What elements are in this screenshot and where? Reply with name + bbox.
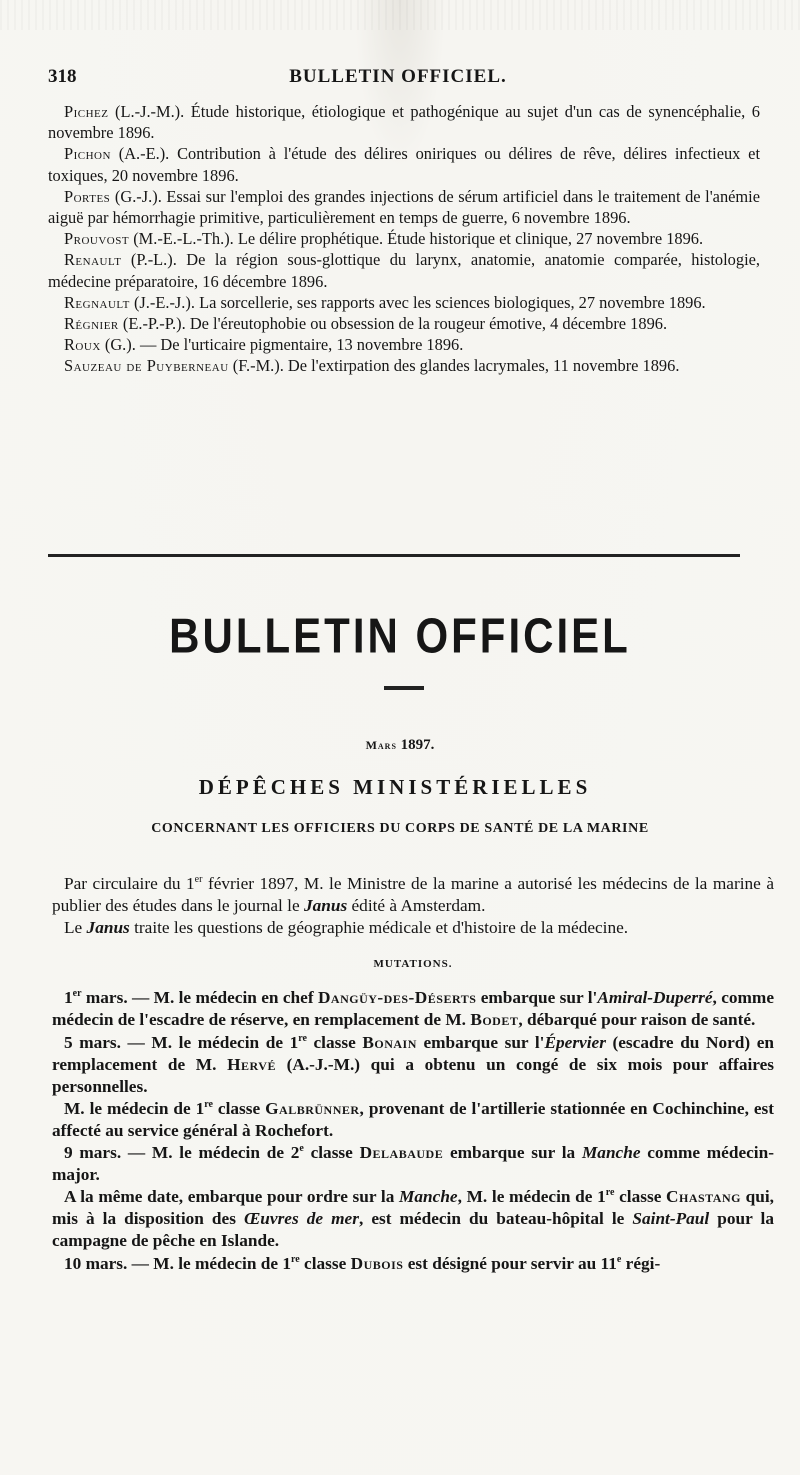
mutation-entry: 9 mars. — M. le médecin de 2e classe Delabaude embarque sur la Manche comme médecin-major. xyxy=(52,1143,774,1185)
running-head xyxy=(48,64,748,92)
thesis-title: De l'extirpation des glandes lacrymales, 11 novembre 1896. xyxy=(287,356,680,376)
author-initials: (J.-E.-J.). xyxy=(133,292,195,312)
thesis-entry xyxy=(48,292,760,313)
author-name: Pichon xyxy=(64,144,111,164)
page-number: 318 xyxy=(48,66,77,87)
thesis-entry xyxy=(48,186,760,228)
thesis-entry xyxy=(48,355,760,376)
thesis-entry xyxy=(48,101,760,143)
author-name: Prouvost xyxy=(64,229,130,249)
ship-name: Saint-Paul xyxy=(632,1209,710,1229)
janus-paragraph: Le Janus traite les questions de géographie médicale et d'histoire de la médecine. xyxy=(64,918,629,938)
mutation-entry: 5 mars. — M. le médecin de 1re classe Bonain embarque sur l'Épervier (escadre du Nord) en remplacement de M. Hervé (A.-J.-M.) qui a obtenu un congé de six mois pour affaires personnelles. xyxy=(52,1032,775,1096)
running-title: BULLETIN OFFICIEL. xyxy=(289,66,507,87)
officer-name: Bodet xyxy=(470,1010,519,1030)
author-name: Roux xyxy=(64,335,101,355)
author-name: Portes xyxy=(64,186,111,206)
mutation-entry: 10 mars. — M. le médecin de 1re classe Dubois est désigné pour servir au 11e régi- xyxy=(64,1253,661,1273)
author-initials: (G.-J.). xyxy=(114,186,162,206)
ship-name: Amiral-Duperré xyxy=(597,988,713,1008)
title-underline xyxy=(384,686,424,690)
date-month: Mars xyxy=(365,738,397,752)
thesis-title: Contribution à l'étude des délires oniriques ou délires de rêve, délires infectieux et toxiques, 20 novembre 1896. xyxy=(48,144,760,185)
thesis-list xyxy=(48,101,760,377)
mutation-entry: M. le médecin de 1re classe Galbrünner, provenant de l'artillerie stationnée en Cochinchine, est affecté au service général à Rochefort. xyxy=(52,1098,775,1140)
author-name: Renault xyxy=(64,250,122,270)
mutation-entry: 1er mars. — M. le médecin en chef Dangüy-des-Déserts embarque sur l'Amiral-Duperré, comme médecin de l'escadre de réserve, en remplacement de M. Bodet, débarqué pour raison de santé. xyxy=(52,988,774,1030)
author-initials: (M.-E.-L.-Th.). xyxy=(133,229,234,249)
mutation-entry: A la même date, embarque pour ordre sur la Manche, M. le médecin de 1re classe Chastang qui, mis à la disposition des Œuvres de mer, est médecin du bateau-hôpital le Saint-Paul pour la campagne de pêche en Islande. xyxy=(52,1187,774,1251)
section-divider xyxy=(48,554,740,557)
officer-name: Galbrünner xyxy=(265,1098,360,1118)
journal-name: Janus xyxy=(303,896,348,916)
section-title: DÉPÊCHES MINISTÉRIELLES xyxy=(198,775,592,799)
dispatch-body xyxy=(52,873,774,1275)
bulletin-title: BULLETIN OFFICIEL xyxy=(169,607,631,664)
author-initials: (E.-P.-P.). xyxy=(122,314,186,334)
section-subtitle: CONCERNANT LES OFFICIERS DU CORPS DE SANTÉ DE LA MARINE xyxy=(151,821,649,836)
circulaire-paragraph: Par circulaire du 1er février 1897, M. le Ministre de la marine a autorisé les médecins de la marine à publier des études dans le journal le Janus édité à Amsterdam. xyxy=(52,874,774,916)
ship-name: Manche xyxy=(399,1187,458,1207)
author-name: Sauzeau de Puyberneau xyxy=(64,356,229,376)
officer-name: Chastang xyxy=(666,1187,741,1207)
author-name: Regnault xyxy=(64,292,130,312)
thesis-title: — De l'urticaire pigmentaire, 13 novembre 1896. xyxy=(139,335,464,355)
thesis-title: De l'éreutophobie ou obsession de la rougeur émotive, 4 décembre 1896. xyxy=(189,314,668,334)
officer-name: Delabaude xyxy=(359,1143,444,1163)
officer-name: Dangüy-des-Déserts xyxy=(317,988,477,1008)
ship-name: Épervier xyxy=(544,1032,606,1052)
date-year: 1897. xyxy=(400,737,435,753)
journal-name: Janus xyxy=(86,918,130,938)
ship-name: Manche xyxy=(581,1143,641,1163)
organisation-name: Œuvres de mer xyxy=(243,1209,359,1229)
date-line xyxy=(0,737,800,754)
thesis-title: Étude historique, étiologique et pathogénique au sujet d'un cas de synencéphalie, 6 novembre 1896. xyxy=(48,102,760,143)
thesis-title: La sorcellerie, ses rapports avec les sciences biologiques, 27 novembre 1896. xyxy=(199,292,706,312)
thesis-title: De la région sous-glottique du larynx, anatomie, anatomie comparée, histologie, médecine préparatoire, 16 décembre 1896. xyxy=(48,250,760,291)
thesis-entry xyxy=(48,249,760,291)
thesis-title: Le délire prophétique. Étude historique et clinique, 27 novembre 1896. xyxy=(237,229,704,249)
thesis-entry xyxy=(48,313,760,334)
thesis-title: Essai sur l'emploi des grandes injections de sérum artificiel dans le traitement de l'anémie aiguë par hémorrhagie primitive, particulièrement en temps de guerre, 6 novembre 1896. xyxy=(48,186,760,228)
author-initials: (A.-E.). xyxy=(118,144,170,164)
mutations-heading: MUTATIONS. xyxy=(373,958,453,971)
officer-name: Dubois xyxy=(350,1253,404,1273)
author-name: Pichez xyxy=(64,102,109,121)
author-initials: (F.-M.). xyxy=(232,356,284,376)
officer-name: Bonain xyxy=(362,1032,417,1052)
author-name: Régnier xyxy=(64,314,119,334)
author-initials: (P.-L.). xyxy=(130,250,177,270)
thesis-entry xyxy=(48,228,760,249)
page-edge-noise xyxy=(0,0,800,30)
officer-name: Hervé xyxy=(227,1054,276,1074)
thesis-entry xyxy=(48,143,760,185)
author-initials: (G.). xyxy=(104,335,136,355)
author-initials: (L.-J.-M.). xyxy=(115,102,185,121)
thesis-entry xyxy=(48,334,760,355)
